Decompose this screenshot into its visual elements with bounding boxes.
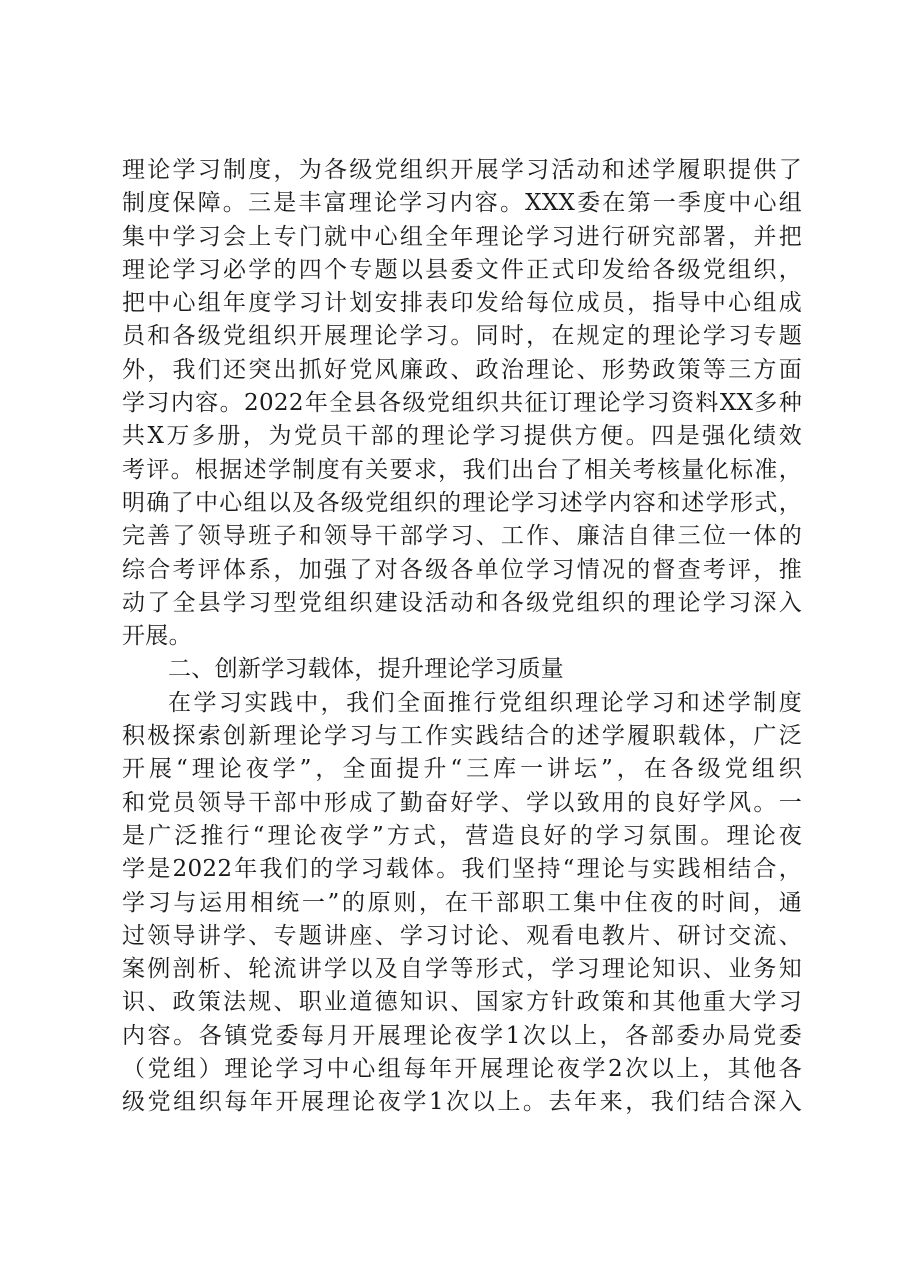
text-line: 积极探索创新理论学习与工作实践结合的述学履职载体，广泛 — [122, 723, 802, 750]
text-line: 过领导讲学、专题讲座、学习讨论、观看电教片、研讨交流、 — [122, 922, 802, 949]
text-line: 理论学习制度，为各级党组织开展学习活动和述学履职提供了 — [122, 157, 802, 183]
text-line: 学习内容。2022年全县各级党组织共征订理论学习资料XX多种 — [122, 390, 802, 417]
text-line: 共X万多册，为党员干部的理论学习提供方便。四是强化绩效 — [122, 423, 802, 450]
text-line: 理论学习必学的四个专题以县委文件正式印发给各级党组织， — [122, 256, 802, 283]
text-line: 外，我们还突出抓好党风廉政、政治理论、形势政策等三方面 — [122, 356, 802, 383]
text-line: 考评。根据述学制度有关要求，我们出台了相关考核量化标准， — [122, 456, 802, 483]
text-line: 员和各级党组织开展理论学习。同时，在规定的理论学习专题 — [122, 323, 802, 350]
text-line: 把中心组年度学习计划安排表印发给每位成员，指导中心组成 — [122, 290, 802, 317]
text-line: 开展。 — [122, 623, 192, 650]
text-line: 识、政策法规、职业道德知识、国家方针政策和其他重大学习 — [122, 989, 802, 1016]
text-line: 案例剖析、轮流讲学以及自学等形式，学习理论知识、业务知 — [122, 956, 802, 983]
text-line: 综合考评体系，加强了对各级各单位学习情况的督查考评，推 — [122, 556, 802, 583]
text-line: 学习与运用相统一”的原则，在干部职工集中住夜的时间，通 — [122, 889, 802, 916]
text-line: 内容。各镇党委每月开展理论夜学1次以上，各部委办局党委 — [122, 1022, 802, 1049]
text-line: （党组）理论学习中心组每年开展理论夜学2次以上，其他各 — [122, 1056, 802, 1083]
text-line: 完善了领导班子和领导干部学习、工作、廉洁自律三位一体的 — [122, 523, 802, 550]
text-line: 集中学习会上专门就中心组全年理论学习进行研究部署，并把 — [122, 223, 802, 250]
text-line: 开展“理论夜学”，全面提升“三库一讲坛”，在各级党组织 — [122, 756, 802, 783]
text-line: 和党员领导干部中形成了勤奋好学、学以致用的良好学风。一 — [122, 789, 802, 816]
text-line: 学是2022年我们的学习载体。我们坚持“理论与实践相结合， — [122, 856, 802, 883]
text-line: 级党组织每年开展理论夜学1次以上。去年来，我们结合深入 — [122, 1089, 802, 1116]
text-line: 明确了中心组以及各级党组织的理论学习述学内容和述学形式， — [122, 489, 802, 516]
text-line: 制度保障。三是丰富理论学习内容。XXX委在第一季度中心组 — [122, 190, 802, 217]
text-line: 动了全县学习型党组织建设活动和各级党组织的理论学习深入 — [122, 589, 802, 616]
body-text — [122, 154, 802, 1120]
text-line: 是广泛推行“理论夜学”方式，营造良好的学习氛围。理论夜 — [122, 822, 802, 849]
text-line: 在学习实践中，我们全面推行党组织理论学习和述学制度 — [168, 689, 802, 716]
section-heading: 二、创新学习载体，提升理论学习质量 — [168, 656, 565, 683]
